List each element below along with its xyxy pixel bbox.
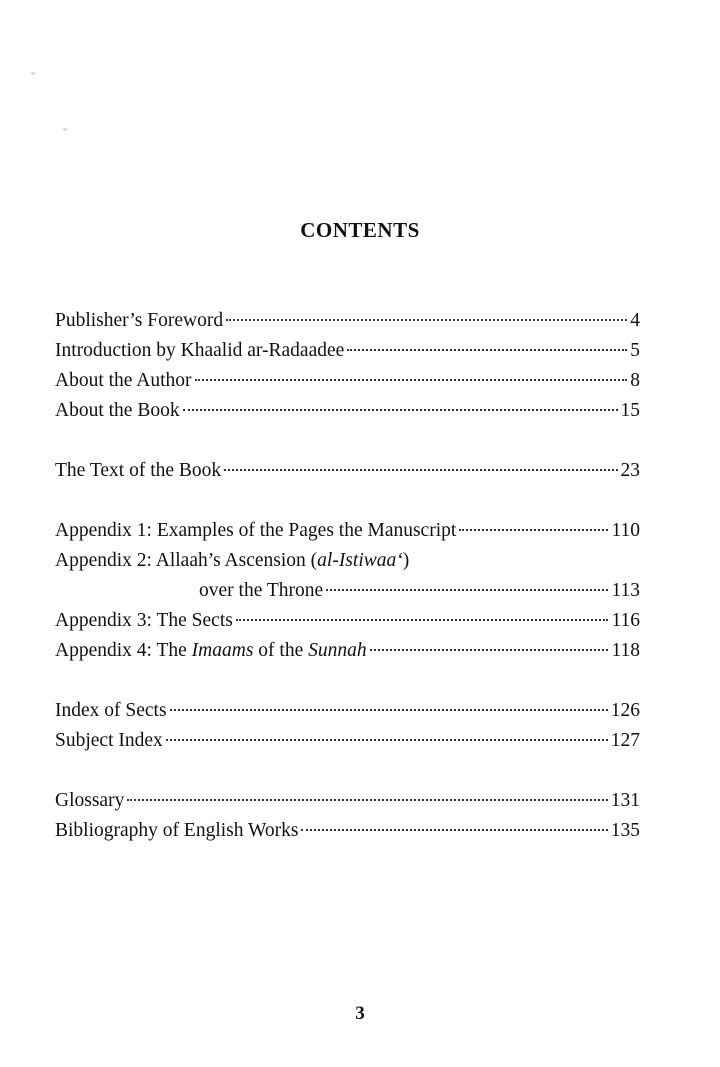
toc-entry-label: Index of Sects <box>55 700 167 721</box>
page-title: CONTENTS <box>300 218 420 242</box>
dot-leader <box>226 319 627 321</box>
paper-smudge <box>30 72 36 75</box>
toc-entry-appendix-1[interactable] <box>55 516 640 546</box>
dot-leader <box>166 739 608 741</box>
group-spacer <box>55 426 640 456</box>
toc-entry-page: 118 <box>611 640 640 661</box>
toc-entry-label: Subject Index <box>55 730 163 751</box>
toc-entry-label: Appendix 1: Examples of the Pages the Manuscript <box>55 520 457 541</box>
toc-entry-appendix-4[interactable] <box>55 636 640 666</box>
dot-leader <box>301 829 607 831</box>
toc-entry-label: Glossary <box>55 790 125 811</box>
toc-entry-page: 110 <box>611 520 640 541</box>
toc-entry-appendix-2-continued[interactable] <box>55 576 640 606</box>
label-italic: Sunnah <box>308 640 367 661</box>
dot-leader <box>183 409 618 411</box>
table-of-contents <box>55 306 640 846</box>
toc-entry-index-of-sects[interactable] <box>55 696 640 726</box>
toc-entry-label: About the Author <box>55 370 192 391</box>
toc-entry-label <box>55 546 409 576</box>
toc-entry-label <box>55 636 367 666</box>
toc-entry-page: 126 <box>610 700 640 721</box>
paren-open: ( <box>310 550 318 571</box>
label-italic: al-Istiwaa‘ <box>317 550 403 571</box>
label-text: Appendix 2: Allaah’s Ascension <box>55 550 311 571</box>
toc-entry-page: 15 <box>620 400 640 421</box>
paren-close: ) <box>402 550 410 571</box>
toc-entry-subject-index[interactable] <box>55 726 640 756</box>
dot-leader <box>370 649 609 651</box>
toc-entry-introduction[interactable] <box>55 336 640 366</box>
group-spacer <box>55 666 640 696</box>
toc-entry-label: About the Book <box>55 400 180 421</box>
toc-entry-page: 113 <box>611 580 640 601</box>
toc-entry-label: over the Throne <box>199 580 324 601</box>
dot-leader <box>195 379 628 381</box>
toc-entry-page: 127 <box>610 730 640 751</box>
label-text: Appendix 4: The <box>55 640 192 661</box>
toc-entry-appendix-2[interactable] <box>55 546 640 576</box>
toc-entry-page: 4 <box>630 310 640 331</box>
dot-leader <box>170 709 608 711</box>
dot-leader <box>326 589 608 591</box>
toc-entry-glossary[interactable] <box>55 786 640 816</box>
toc-entry-about-the-book[interactable] <box>55 396 640 426</box>
toc-entry-label: Publisher’s Foreword <box>55 310 224 331</box>
dot-leader <box>224 469 617 471</box>
toc-entry-page: 131 <box>610 790 640 811</box>
dot-leader <box>459 529 608 531</box>
toc-entry-publishers-foreword[interactable] <box>55 306 640 336</box>
label-text: of the <box>253 640 309 661</box>
page-number: 3 <box>355 1003 365 1024</box>
paper-smudge <box>62 128 68 131</box>
dot-leader <box>127 799 607 801</box>
group-spacer <box>55 486 640 516</box>
toc-entry-label: Appendix 3: The Sects <box>55 610 233 631</box>
toc-entry-page: 5 <box>630 340 640 361</box>
toc-entry-about-the-author[interactable] <box>55 366 640 396</box>
dot-leader <box>236 619 609 621</box>
toc-entry-page: 116 <box>611 610 640 631</box>
label-italic: Imaams <box>191 640 254 661</box>
toc-entry-text-of-the-book[interactable] <box>55 456 640 486</box>
toc-entry-page: 8 <box>630 370 640 391</box>
toc-entry-page: 135 <box>610 820 640 841</box>
toc-entry-label: The Text of the Book <box>55 460 222 481</box>
dot-leader <box>347 349 627 351</box>
toc-entry-label: Introduction by Khaalid ar-Radaadee <box>55 340 345 361</box>
toc-entry-label: Bibliography of English Works <box>55 820 299 841</box>
group-spacer <box>55 756 640 786</box>
toc-entry-page: 23 <box>620 460 640 481</box>
toc-entry-appendix-3[interactable] <box>55 606 640 636</box>
toc-entry-bibliography[interactable] <box>55 816 640 846</box>
